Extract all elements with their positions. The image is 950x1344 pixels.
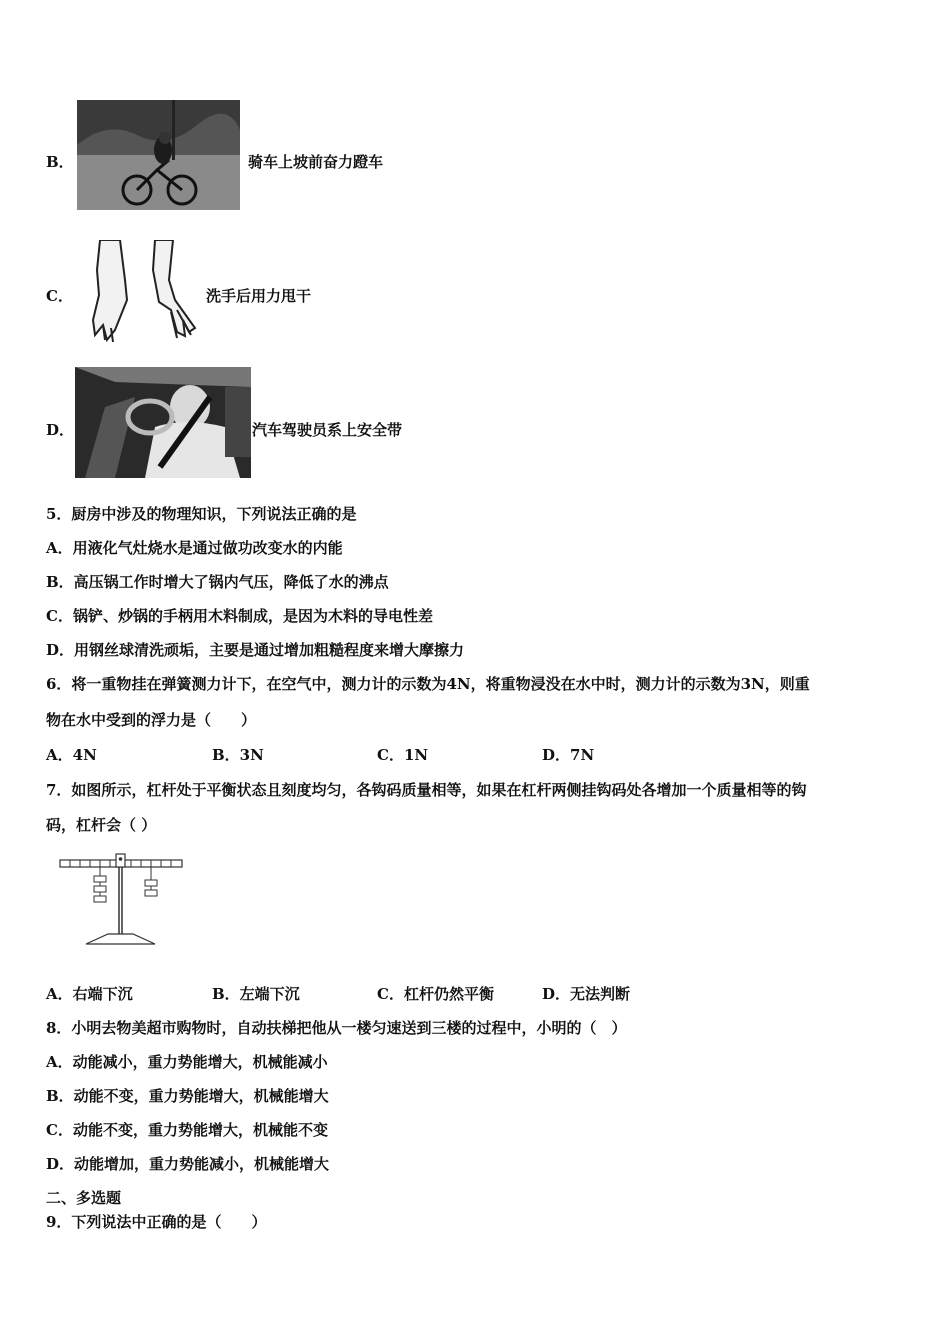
q6-stem-line1: 6．将一重物挂在弹簧测力计下，在空气中，测力计的示数为4N，将重物浸没在水中时，测力计的示数为3N，则重 [46, 675, 810, 693]
q5-stem: 5．厨房中涉及的物理知识，下列说法正确的是 [46, 505, 357, 523]
q6-option-d: D．7N [542, 746, 595, 764]
option-label-b: B． [46, 153, 74, 171]
option-text-b: 骑车上坡前奋力蹬车 [248, 153, 384, 171]
q8-option-d: D．动能增加，重力势能减小，机械能增大 [46, 1155, 330, 1173]
option-label-c: C． [46, 287, 73, 305]
q7-option-d: D．无法判断 [542, 985, 631, 1003]
q8-stem: 8．小明去物美超市购物时，自动扶梯把他从一楼匀速送到三楼的过程中，小明的（ ） [46, 1019, 627, 1037]
section-title: 二、多选题 [46, 1189, 122, 1207]
q5-option-d: D．用钢丝球清洗顽垢，主要是通过增加粗糙程度来增大摩擦力 [46, 641, 465, 659]
q8-option-c: C．动能不变，重力势能增大，机械能不变 [46, 1121, 328, 1139]
lever-balance-diagram [58, 852, 184, 947]
q7-option-c: C．杠杆仍然平衡 [377, 985, 494, 1003]
shaking-hands-photo [85, 240, 205, 346]
q6-stem-line2: 物在水中受到的浮力是（ ） [46, 711, 257, 729]
option-label-d: D． [46, 421, 75, 439]
q8-option-a: A．动能减小，重力势能增大，机械能减小 [46, 1053, 328, 1071]
q8-option-b: B．动能不变，重力势能增大，机械能增大 [46, 1087, 329, 1105]
q9-stem: 9．下列说法中正确的是（ ） [46, 1213, 267, 1231]
q7-stem-line2: 码，杠杆会（ ） [46, 816, 157, 834]
q5-option-c: C．锅铲、炒锅的手柄用木料制成，是因为木料的导电性差 [46, 607, 433, 625]
q7-stem-line1: 7．如图所示，杠杆处于平衡状态且刻度均匀，各钩码质量相等，如果在杠杆两侧挂钩码处各增加一个质量相等的钩 [46, 781, 807, 799]
option-text-d: 汽车驾驶员系上安全带 [252, 421, 403, 439]
option-text-c: 洗手后用力甩干 [206, 287, 312, 305]
seatbelt-driver-photo [75, 367, 251, 478]
q6-option-b: B．3N [212, 746, 264, 764]
q6-option-c: C．1N [377, 746, 429, 764]
q7-option-b: B．左端下沉 [212, 985, 300, 1003]
q5-option-a: A．用液化气灶烧水是通过做功改变水的内能 [46, 539, 343, 557]
q6-option-a: A．4N [46, 746, 97, 764]
cyclist-photo [77, 100, 240, 210]
q7-option-a: A．右端下沉 [46, 985, 133, 1003]
q5-option-b: B．高压锅工作时增大了锅内气压，降低了水的沸点 [46, 573, 389, 591]
